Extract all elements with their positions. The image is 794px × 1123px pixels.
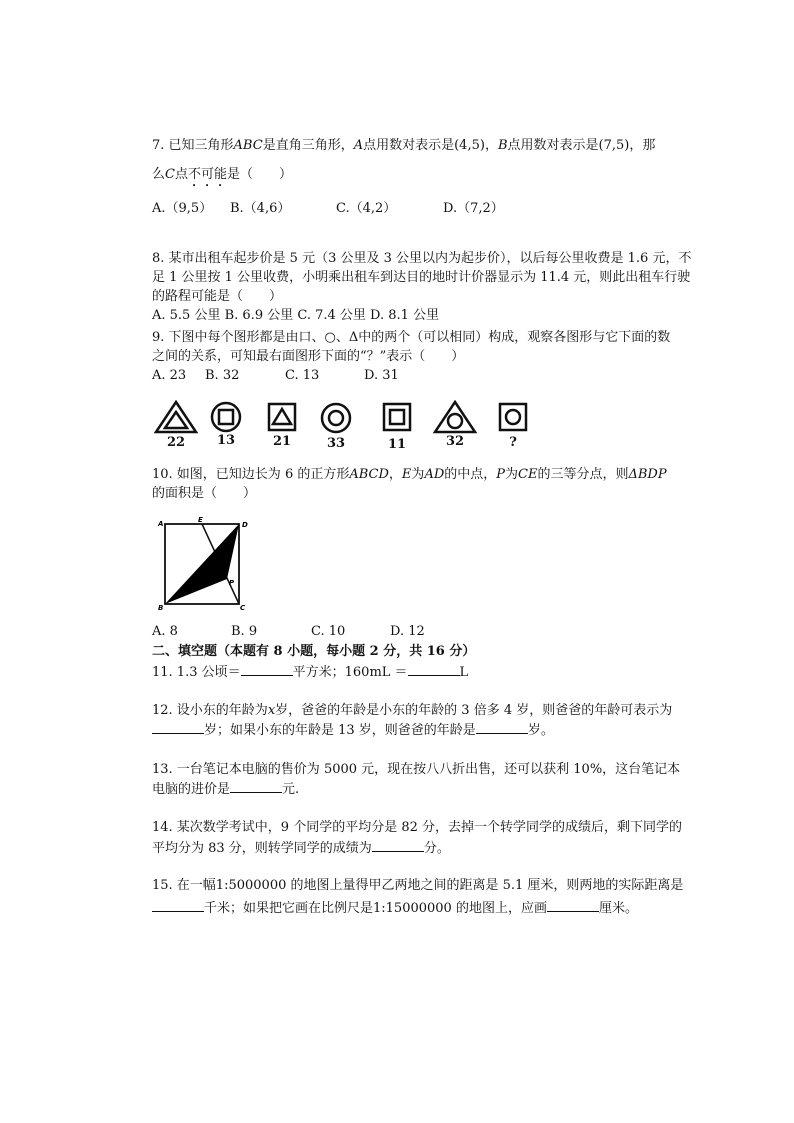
- shape-circle-triangle: [435, 402, 475, 432]
- q10-label-c: C: [240, 604, 246, 612]
- q9-option-d: D. 31: [364, 368, 399, 383]
- q14-line1: 14. 某次数学考试中，9 个同学的平均分是 82 分，去掉一个转学同学的成绩后，剩下同学的: [152, 820, 683, 835]
- shape-circle-square: [500, 404, 526, 430]
- q10-label-b: B: [158, 604, 164, 612]
- q15-blank-1[interactable]: [152, 899, 204, 912]
- q13-line2: 电脑的进价是 元.: [152, 782, 300, 797]
- q10-line2: 的面积是（ ）: [152, 486, 257, 501]
- q9-option-b: B. 32: [205, 368, 240, 383]
- q8-line2: 足 1 公里按 1 公里收费，小明乘出租车到达目的地时计价器显示为 11.4 元，则此出租车行驶: [152, 270, 691, 285]
- q7-line1: 7. 已知三角形ABC是直角三角形，A点用数对表示是(4,5)，B点用数对表示是(7,5)，那: [152, 138, 656, 153]
- q9-figure-label-7: ?: [509, 435, 517, 450]
- q12-line2: 岁；如果小东的年龄是 13 岁，则爸爸的年龄是 岁。: [152, 721, 554, 740]
- q10-line1: 10. 如图，已知边长为 6 的正方形ABCD，E为AD的中点，P为CE的三等分点，则ΔBDP: [152, 467, 667, 482]
- q9-option-c: C. 13: [285, 368, 320, 383]
- q7-option-d: D.（7,2）: [443, 201, 504, 216]
- shape-triangle-triangle: [156, 402, 196, 432]
- q8-line3: 的路程可能是（ ）: [152, 289, 283, 304]
- q9-figure-label-3: 21: [272, 434, 292, 449]
- q10-label-d: D: [242, 521, 248, 529]
- q10-square-figure: [150, 515, 260, 615]
- q7-line2: 么C点不可能是（ ）: [152, 167, 293, 182]
- q10-label-p: P: [229, 579, 235, 587]
- shape-circle-circle: [322, 404, 350, 432]
- q15-line1: 15. 在一幅1:5000000 的地图上量得甲乙两地之间的距离是 5.1 厘米，则两地的实际距离是: [152, 878, 684, 893]
- q7-option-c: C.（4,2）: [336, 201, 397, 216]
- q15-line2: 千米；如果把它画在比例尺是1:15000000 的地图上，应画 厘米。: [152, 899, 638, 918]
- q10-option-b: B. 9: [231, 624, 258, 639]
- q11-line: 11. 1.3 公顷＝ 平方米；160mL ＝ L: [152, 665, 469, 680]
- shape-triangle-square: [269, 404, 295, 430]
- q10-option-d: D. 12: [390, 624, 425, 639]
- q12-blank-1[interactable]: [152, 721, 204, 734]
- q14-blank[interactable]: [372, 839, 424, 852]
- q8-line1: 8. 某市出租车起步价是 5 元（3 公里及 3 公里以内为起步价），以后每公里收费是 1.6 元，不: [152, 251, 692, 266]
- q7-option-a: A.（9,5）: [152, 201, 213, 216]
- q10-label-e: E: [198, 516, 203, 524]
- q9-figure-label-4: 33: [326, 436, 346, 451]
- q9-figure-label-6: 32: [445, 434, 465, 449]
- q12-blank-2[interactable]: [476, 721, 528, 734]
- q13-line1: 13. 一台笔记本电脑的售价为 5000 元，现在按八八折出售，还可以获利 10%，这台笔记本: [152, 762, 681, 777]
- q9-figure-label-2: 13: [216, 433, 236, 448]
- q8-options: A. 5.5 公里 B. 6.9 公里 C. 7.4 公里 D. 8.1 公里: [152, 308, 440, 323]
- q9-option-a: A. 23: [152, 368, 187, 383]
- q12-line1: 12. 设小东的年龄为x岁，爸爸的年龄是小东的年龄的 3 倍多 4 岁，则爸爸的年龄可表示为: [152, 703, 673, 718]
- q15-blank-2[interactable]: [547, 899, 599, 912]
- q7-option-b: B.（4,6）: [230, 201, 291, 216]
- q10-option-c: C. 10: [311, 624, 346, 639]
- q9-line1: 9. 下图中每个图形都是由口、○、Δ中的两个（可以相同）构成，观察各图形与它下面的数: [152, 330, 671, 345]
- q14-line2: 平均分为 83 分，则转学同学的成绩为 分。: [152, 841, 450, 856]
- section-heading-fill-in: 二、填空题（本题有 8 小题，每小题 2 分，共 16 分）: [152, 644, 476, 659]
- q9-figure-label-5: 11: [387, 437, 407, 452]
- shape-square-square: [384, 404, 410, 430]
- q9-figure-label-1: 22: [166, 435, 186, 450]
- q10-label-a: A: [158, 520, 164, 528]
- q10-option-a: A. 8: [152, 624, 178, 639]
- shape-square-circle: [212, 403, 240, 431]
- q11-blank-1[interactable]: [241, 663, 293, 676]
- q13-blank[interactable]: [230, 780, 282, 793]
- q11-blank-2[interactable]: [408, 663, 460, 676]
- q9-line2: 之间的关系，可知最右面图形下面的“？”表示（ ）: [152, 349, 465, 364]
